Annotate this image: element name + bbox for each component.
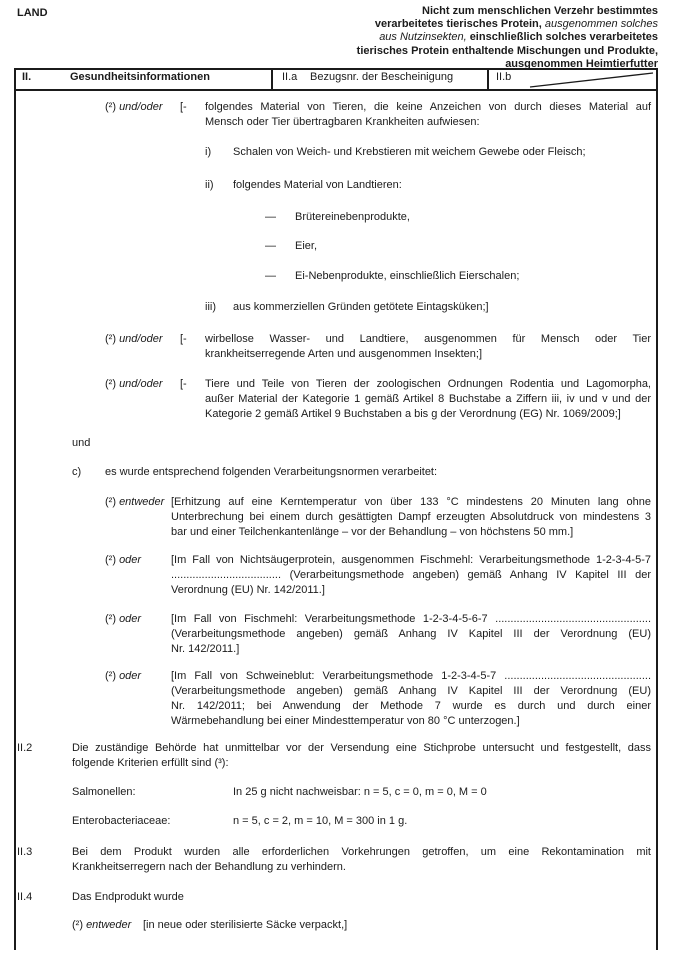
footnote-marker: (²)	[105, 554, 116, 566]
clause-text	[205, 332, 651, 362]
text-line: krankheitserregende Arten und ausgenommen Insekten;]	[205, 348, 483, 360]
text-line: Mensch oder Tier übertragbaren Krankheiten aufwiesen:	[205, 116, 480, 128]
title-segment: Nicht zum menschlichen Verzehr bestimmtes	[422, 5, 658, 17]
clause-option-label	[105, 495, 164, 510]
text-line: Die zuständige Behörde hat unmittelbar vor der Versendung eine Stichprobe untersucht und festgestellt, dass	[72, 742, 651, 754]
column-divider	[271, 70, 273, 89]
footnote-marker: (²)	[105, 101, 116, 113]
title-line	[238, 18, 658, 31]
footnote-marker: (²)	[105, 333, 116, 345]
clause-option-label	[105, 332, 163, 347]
dash-marker: —	[265, 270, 276, 282]
title-segment-italic: ausgenommen solches	[544, 18, 658, 31]
text-line: (Verarbeitungsmethode angeben) gemäß Anhang IV Kapitel III der Verordnung (EU)	[171, 628, 651, 640]
clause-text	[171, 553, 651, 598]
option-word: entweder	[86, 919, 132, 931]
clause-text	[171, 669, 651, 729]
text-line: Wärmebehandlung bei einer Mindesttemperatur von 80 °C unterzogen.]	[171, 715, 520, 727]
document-title	[238, 5, 658, 71]
clause-text	[205, 377, 651, 422]
criteria-value: n = 5, c = 2, m = 10, M = 300 in 1 g.	[233, 815, 408, 827]
list-marker: c)	[72, 466, 82, 478]
criteria-value: In 25 g nicht nachweisbar: n = 5, c = 0, m = 0, M = 0	[233, 786, 487, 798]
text-line: [Im Fall von Nichtsäugerprotein, ausgenommen Fischmehl: Verarbeitungsmethode 1-2-3-4-5-7	[171, 554, 651, 566]
footnote-marker: (²)	[105, 670, 116, 682]
diagonal-line	[528, 71, 654, 88]
dash-marker: —	[265, 211, 276, 223]
list-text: Ei-Nebenprodukte, einschließlich Eierschalen;	[295, 270, 520, 282]
text-line: Nr. 142/2011; bei Anwendung der Methode 7 wurde es durch und durch einer	[171, 700, 651, 712]
column-divider	[487, 70, 489, 89]
option-word: entweder	[119, 496, 165, 508]
text-line: Verordnung (EU) Nr. 142/2011.]	[171, 584, 325, 596]
clause-bracket: [-	[180, 333, 187, 345]
list-text: Eier,	[295, 240, 318, 252]
ref-number-code: II.a	[282, 71, 298, 83]
title-segment-italic: aus Nutzinsekten,	[379, 31, 470, 44]
section-number: II.	[22, 71, 32, 83]
text-line: außer Material der Kategorie 1 gemäß Artikel 8 Buchstabe a Ziffern iii, iv und v und der	[205, 393, 651, 405]
text-line: Kategorie 2 gemäß Artikel 9 Buchstaben a bis g der Verordnung (EG) Nr. 1069/2009;]	[205, 408, 621, 420]
section-text	[72, 741, 651, 771]
text-line: bar und einer Teilchenkantenlänge – vor der Behandlung – von höchstens 50 mm.]	[171, 526, 574, 538]
dash-marker: —	[265, 240, 276, 252]
title-line	[238, 31, 658, 44]
footnote-marker: (²)	[105, 378, 116, 390]
text-line: Nr. 142/2011.]	[171, 643, 240, 655]
text-line: folgende Kriterien erfüllt sind (³):	[72, 757, 229, 769]
list-marker: ii)	[205, 179, 214, 191]
clause-text: [in neue oder sterilisierte Säcke verpackt,]	[143, 919, 348, 931]
title-segment: einschließlich solches verarbeitetes	[469, 31, 658, 44]
text-line: [Erhitzung auf eine Kerntemperatur von über 133 °C mindestens 20 Minuten lang ohne	[171, 496, 651, 508]
text-line: (Verarbeitungsmethode angeben) gemäß Anhang IV Kapitel III der Verordnung (EU)	[171, 685, 651, 697]
clause-bracket: [-	[180, 101, 187, 113]
option-word: und/oder	[119, 378, 163, 390]
clause-option-label	[105, 612, 141, 627]
text-line: [Im Fall von Schweineblut: Verarbeitungsmethode 1-2-3-4-5-7 ................................................	[171, 670, 651, 682]
option-word: oder	[119, 613, 142, 625]
option-word: oder	[119, 554, 142, 566]
text-line: Krankheitserregern nach der Behandlung zu verhindern.	[72, 861, 346, 873]
footnote-marker: (²)	[105, 496, 116, 508]
option-word: oder	[119, 670, 142, 682]
title-segment: ausgenommen Heimtierfutter	[505, 57, 658, 70]
section-text	[72, 845, 651, 875]
clause-option-label	[105, 377, 163, 392]
text-line: wirbellose Wasser- und Landtiere, ausgenommen für Mensch oder Tier	[205, 333, 651, 345]
section-number: II.3	[17, 846, 33, 858]
section-number: II.2	[17, 742, 33, 754]
clause-text	[205, 100, 651, 130]
list-text: Brütereinebenprodukte,	[295, 211, 410, 223]
list-text: folgendes Material von Landtieren:	[233, 179, 402, 191]
local-ref-code: II.b	[496, 71, 512, 83]
option-word: und/oder	[119, 101, 163, 113]
clause-bracket: [-	[180, 378, 187, 390]
criteria-name: Salmonellen:	[72, 786, 136, 798]
clause-option-label	[105, 100, 163, 115]
text-line: folgendes Material von Tieren, die keine Anzeichen von durch dieses Material auf	[205, 101, 651, 113]
clause-option-label	[105, 669, 141, 684]
list-marker: iii)	[205, 301, 216, 313]
list-text: es wurde entsprechend folgenden Verarbeitungsnormen verarbeitet:	[105, 466, 438, 478]
section-number: II.4	[17, 891, 33, 903]
option-word: und/oder	[119, 333, 163, 345]
text-line: Unterbrechung bei einem durch gesättigten Dampf erzeugten Absolutdruck von mindestens 3	[171, 511, 651, 523]
title-line	[238, 5, 658, 18]
land-label: LAND	[17, 7, 48, 19]
section-text: Das Endprodukt wurde	[72, 891, 184, 903]
clause-text	[171, 612, 651, 657]
list-text: Schalen von Weich- und Krebstieren mit weichem Gewebe oder Fleisch;	[233, 146, 586, 158]
text-line: Tiere und Teile von Tieren der zoologischen Ordnungen Rodentia und Lagomorpha,	[205, 378, 651, 390]
clause-option-label	[105, 553, 141, 568]
clause-option-label	[72, 918, 131, 933]
text-line: Bei dem Produkt wurden alle erforderlichen Vorkehrungen getroffen, um eine Rekontamination mit	[72, 846, 651, 858]
text-line: .................................... (Verarbeitungsmethode angeben) gemäß Anhang IV Kapitel III der	[171, 569, 651, 581]
title-segment: tierisches Protein enthaltende Mischungen und Produkte,	[356, 44, 658, 57]
title-segment: verarbeitetes tierisches Protein,	[374, 18, 545, 31]
footnote-marker: (²)	[105, 613, 116, 625]
ref-number-label: Bezugsnr. der Bescheinigung	[310, 71, 454, 83]
footnote-marker: (²)	[72, 919, 83, 931]
section-title: Gesundheitsinformationen	[70, 71, 210, 83]
list-marker: i)	[205, 146, 212, 158]
list-text: aus kommerziellen Gründen getötete Eintagsküken;]	[233, 301, 489, 313]
text-line: [Im Fall von Fischmehl: Verarbeitungsmethode 1-2-3-4-5-6-7 ...................................................	[171, 613, 651, 625]
connector-und: und	[72, 437, 91, 449]
title-line	[238, 45, 658, 58]
criteria-name: Enterobacteriaceae:	[72, 815, 171, 827]
clause-text	[171, 495, 651, 540]
